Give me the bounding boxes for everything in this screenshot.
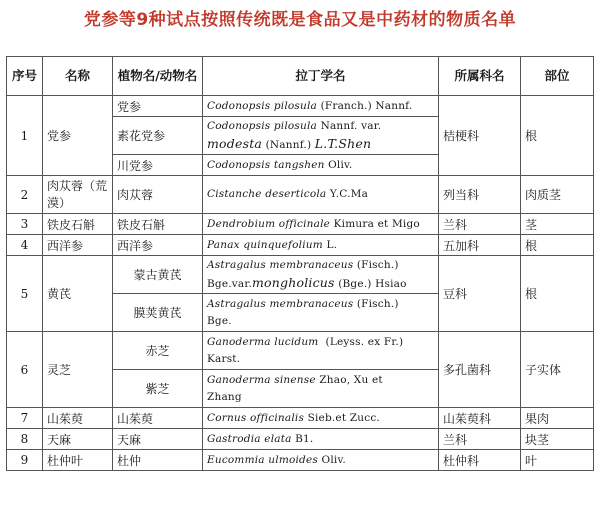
row-part: 茎: [521, 214, 594, 235]
row-part: 肉质茎: [521, 176, 594, 214]
row-name: 黄芪: [43, 256, 113, 332]
row-family: 多孔菌科: [439, 332, 521, 408]
latin-line2: Bge.var.: [207, 277, 252, 290]
row-no: 4: [7, 235, 43, 256]
row-latin: [203, 176, 439, 214]
row-part: 子实体: [521, 332, 594, 408]
row-name: 西洋参: [43, 235, 113, 256]
row-part: 块茎: [521, 429, 594, 450]
latin-genus: Codonopsis tangshen: [207, 158, 325, 171]
row-plant: 铁皮石斛: [113, 214, 203, 235]
row-latin: [203, 332, 439, 370]
row-latin: [203, 408, 439, 429]
latin-genus: Astragalus membranaceus: [207, 258, 354, 271]
row-latin: [203, 429, 439, 450]
row-latin: [203, 294, 439, 332]
row-plant: 杜仲: [113, 450, 203, 471]
header-name: 名称: [43, 57, 113, 96]
row-plant: 紫芝: [113, 370, 203, 408]
latin-genus: Cornus officinalis: [207, 411, 305, 424]
row-name: 党参: [43, 96, 113, 176]
row-plant: 蒙古黄芪: [113, 256, 203, 294]
latin-variety: modesta: [207, 135, 263, 151]
row-latin: [203, 450, 439, 471]
row-name: 肉苁蓉（荒漠）: [43, 176, 113, 214]
page-title: 党参等9种试点按照传统既是食品又是中药材的物质名单: [83, 10, 517, 30]
row-family: 杜仲科: [439, 450, 521, 471]
latin-genus: Dendrobium officinale: [207, 217, 331, 230]
row-plant: 山茱萸: [113, 408, 203, 429]
row-name: 杜仲叶: [43, 450, 113, 471]
header-plant: 植物名/动物名: [113, 57, 203, 96]
row-plant: 素花党参: [113, 117, 203, 155]
row-plant: 赤芝: [113, 332, 203, 370]
table-row: [7, 450, 594, 471]
row-no: 8: [7, 429, 43, 450]
row-plant: 党参: [113, 96, 203, 117]
table-row: [7, 256, 594, 294]
latin-line2: Bge.: [207, 314, 232, 327]
row-family: 五加科: [439, 235, 521, 256]
latin-author: Nannf. var.: [320, 119, 382, 132]
row-name: 灵芝: [43, 332, 113, 408]
table-row: [7, 96, 594, 117]
latin-author: (Leyss. ex Fr.): [325, 335, 404, 348]
latin-author: Y.C.Ma: [329, 188, 369, 200]
latin-genus: Ganoderma sinense: [207, 373, 316, 386]
latin-genus: Codonopsis pilosula: [207, 99, 318, 112]
latin-author-italic: L.T.Shen: [314, 135, 372, 151]
latin-genus: Gastrodia elata: [207, 432, 292, 445]
row-latin: [203, 117, 439, 155]
row-no: 5: [7, 256, 43, 332]
latin-line2: Zhang: [207, 390, 242, 403]
latin-author: Oliv.: [328, 158, 353, 171]
header-part: 部位: [521, 57, 594, 96]
latin-genus: Codonopsis pilosula: [207, 119, 318, 132]
row-no: 9: [7, 450, 43, 471]
row-family: 兰科: [439, 429, 521, 450]
row-part: 叶: [521, 450, 594, 471]
latin-author: (Franch.) Nannf.: [320, 99, 413, 112]
row-latin: [203, 155, 439, 176]
latin-line2: Karst.: [207, 352, 241, 365]
substance-table: [6, 56, 594, 471]
row-latin: [203, 235, 439, 256]
latin-author-variety: (Bge.) Hsiao: [338, 277, 407, 290]
row-name: 山茱萸: [43, 408, 113, 429]
row-no: 3: [7, 214, 43, 235]
row-family: 豆科: [439, 256, 521, 332]
row-latin: [203, 370, 439, 408]
row-latin: [203, 96, 439, 117]
latin-genus: Ganoderma lucidum: [207, 335, 319, 348]
table-row: [7, 408, 594, 429]
row-plant: 天麻: [113, 429, 203, 450]
row-latin: [203, 256, 439, 294]
row-name: 天麻: [43, 429, 113, 450]
row-part: 根: [521, 235, 594, 256]
row-plant: 西洋参: [113, 235, 203, 256]
row-no: 2: [7, 176, 43, 214]
table-row: [7, 235, 594, 256]
row-part: 根: [521, 96, 594, 176]
latin-author: B1.: [295, 432, 314, 445]
latin-author: Oliv.: [321, 453, 346, 466]
header-latin: 拉丁学名: [203, 57, 439, 96]
header-no: 序号: [7, 57, 43, 96]
table-row: [7, 429, 594, 450]
latin-genus: Astragalus membranaceus: [207, 297, 354, 310]
table-row: [7, 332, 594, 370]
row-no: 1: [7, 96, 43, 176]
latin-variety: mongholicus: [251, 274, 335, 290]
row-latin: [203, 214, 439, 235]
latin-author: Sieb.et Zucc.: [307, 411, 380, 424]
latin-author: L.: [326, 238, 338, 251]
latin-genus: Eucommia ulmoides: [207, 453, 318, 466]
row-family: 桔梗科: [439, 96, 521, 176]
latin-author: (Fisch.): [356, 297, 399, 310]
table-row: [7, 176, 594, 214]
latin-author-variety: (Nannf.): [265, 138, 312, 151]
latin-author: Kimura et Migo: [333, 217, 420, 230]
latin-author: Zhao, Xu et: [319, 373, 383, 386]
header-family: 所属科名: [439, 57, 521, 96]
row-family: 山茱萸科: [439, 408, 521, 429]
row-plant: 膜荚黄芪: [113, 294, 203, 332]
latin-genus: Panax quinquefolium: [207, 238, 323, 251]
row-family: 兰科: [439, 214, 521, 235]
row-part: 果肉: [521, 408, 594, 429]
row-plant: 川党参: [113, 155, 203, 176]
table-row: [7, 214, 594, 235]
latin-author: (Fisch.): [356, 258, 399, 271]
row-no: 6: [7, 332, 43, 408]
row-no: 7: [7, 408, 43, 429]
row-plant: 肉苁蓉: [113, 176, 203, 214]
row-family: 列当科: [439, 176, 521, 214]
row-part: 根: [521, 256, 594, 332]
latin-genus: Cistanche deserticola: [207, 188, 327, 200]
row-name: 铁皮石斛: [43, 214, 113, 235]
table-header-row: [7, 57, 594, 96]
